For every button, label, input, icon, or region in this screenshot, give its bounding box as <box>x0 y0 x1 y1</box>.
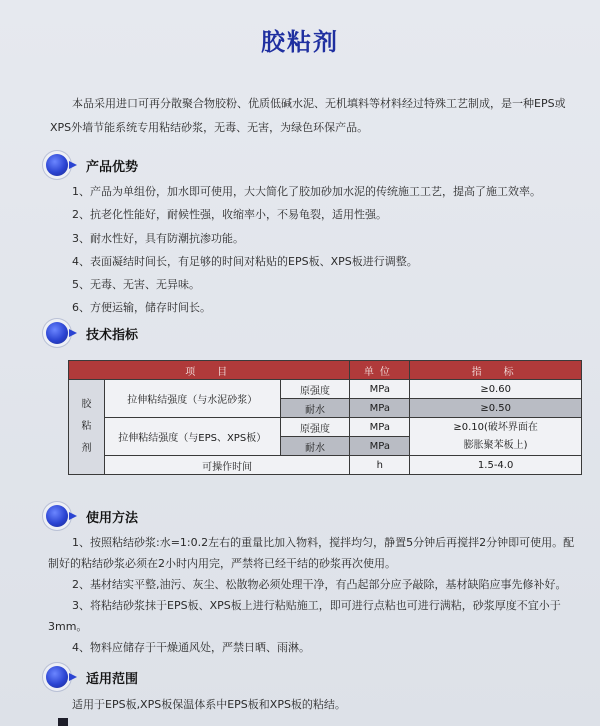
table-row <box>69 418 582 437</box>
page-corner-mark <box>58 718 68 726</box>
sub-cell: 耐水 <box>280 437 350 456</box>
list-item: 5、无毒、无害、无异味。 <box>72 278 200 292</box>
spec-table <box>68 360 582 475</box>
sub-cell: 原强度 <box>280 418 350 437</box>
section-bullet-icon <box>46 322 68 344</box>
list-item: 2、基材结实平整,油污、灰尘、松散物必须处理干净，有凸起部分应予敲除，基材缺陷应事先修补好。 <box>72 578 567 591</box>
list-item: 2、抗老化性能好，耐候性强，收缩率小，不易龟裂，适用性强。 <box>72 208 387 222</box>
list-item: 3、耐水性好，具有防潮抗渗功能。 <box>72 231 244 245</box>
list-item: 4、物料应储存于干燥通风处，严禁日晒、雨淋。 <box>72 641 310 654</box>
section-title-usage: 使用方法 <box>86 510 139 526</box>
sub-cell: 原强度 <box>280 380 350 399</box>
table-header-row <box>69 361 582 380</box>
list-item: 1、按照粘结砂浆:水=1:0.2左右的重量比加入物料，搅拌均匀，静置5分钟后再搅拌2分钟即可使用。配制好的粘结砂浆必须在2小时内用完，严禁将已经干结的砂浆再次使用。 <box>48 536 575 570</box>
list-item: 3、将粘结砂浆抹于EPS板、XPS板上进行粘贴施工，即可进行点粘也可进行满粘，砂浆厚度不宜小于3mm。 <box>48 599 561 633</box>
row-name-cell: 可操作时间 <box>104 456 349 475</box>
section-header-advantages <box>46 154 138 176</box>
section-title-advantages: 产品优势 <box>86 159 139 175</box>
section-bullet-icon <box>46 666 68 688</box>
section-title-scope: 适用范围 <box>86 671 139 687</box>
intro-paragraph: 本品采用进口可再分散聚合物胶粉、优质低碱水泥、无机填料等材料经过特殊工艺制成，是一种EPS或XPS外墙节能系统专用粘结砂浆，无毒、无害，为绿色环保产品。 <box>50 97 566 134</box>
page-title: 胶粘剂 <box>261 27 339 56</box>
unit-cell: MPa <box>350 437 410 456</box>
section-header-scope <box>46 666 138 688</box>
section-bullet-icon <box>46 154 68 176</box>
usage-list <box>48 532 580 658</box>
value-cell: ≥0.50 <box>410 399 582 418</box>
list-item: 6、方便运输，储存时间长。 <box>72 301 211 315</box>
sub-cell: 耐水 <box>280 399 350 418</box>
list-item: 1、产品为单组份，加水即可使用，大大简化了胶加砂加水泥的传统施工工艺，提高了施工效率。 <box>72 185 541 198</box>
value-cell: ≥0.10(破坏界面在 膨胀聚苯板上) <box>410 418 582 456</box>
table-row <box>69 456 582 475</box>
list-item: 4、表面凝结时间长，有足够的时间对粘贴的EPS板、XPS板进行调整。 <box>72 254 418 268</box>
section-title-specs: 技术指标 <box>86 327 139 343</box>
row-name-cell: 拉伸粘结强度（与EPS、XPS板） <box>104 418 280 456</box>
section-header-usage <box>46 505 138 527</box>
unit-cell: MPa <box>350 399 410 418</box>
scope-text: 适用于EPS板,XPS板保温体系中EPS板和XPS板的粘结。 <box>72 698 346 711</box>
value-cell: ≥0.60 <box>410 380 582 399</box>
row-name-cell: 拉伸粘结强度（与水泥砂浆） <box>104 380 280 418</box>
unit-cell: MPa <box>350 380 410 399</box>
unit-cell: MPa <box>350 418 410 437</box>
value-cell: 1.5-4.0 <box>410 456 582 475</box>
header-index: 指 标 <box>410 361 582 380</box>
group-label-cell: 胶 粘 剂 <box>69 380 105 475</box>
section-header-specs <box>46 322 138 344</box>
header-unit: 单位 <box>350 361 410 380</box>
unit-cell: h <box>350 456 410 475</box>
header-item: 项 目 <box>69 361 350 380</box>
advantages-list <box>72 180 582 320</box>
table-row <box>69 380 582 399</box>
section-bullet-icon <box>46 505 68 527</box>
